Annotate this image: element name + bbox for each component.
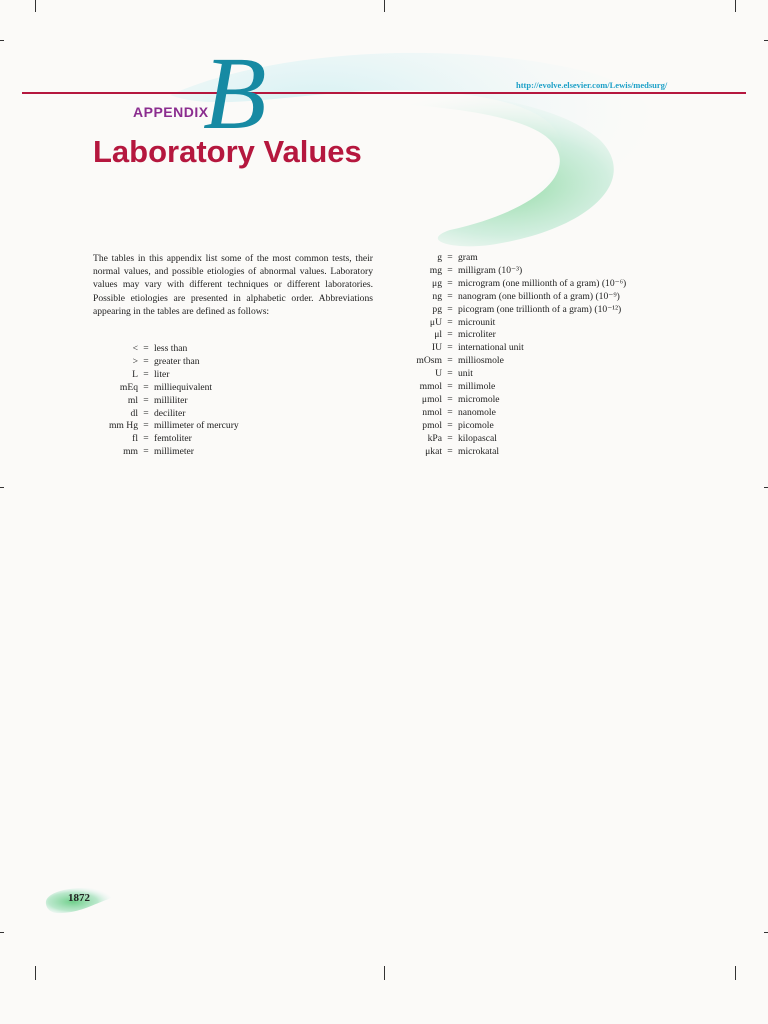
equals-sign: = xyxy=(447,419,453,431)
equals-sign: = xyxy=(447,393,453,405)
equals-sign: = xyxy=(447,264,453,276)
abbreviation-row xyxy=(380,304,626,317)
abbreviation-meaning: greater than xyxy=(154,355,200,367)
crop-mark xyxy=(35,966,36,980)
abbreviation-row xyxy=(90,433,239,446)
abbreviation-meaning: unit xyxy=(458,368,473,380)
crop-mark xyxy=(35,0,36,12)
abbreviation-row xyxy=(380,252,626,265)
equals-sign: = xyxy=(143,381,149,393)
abbreviation-row xyxy=(380,317,626,330)
abbreviation-symbol: μkat xyxy=(425,445,442,457)
equals-sign: = xyxy=(447,406,453,418)
crop-mark xyxy=(735,966,736,980)
abbreviation-meaning: micromole xyxy=(458,393,500,405)
abbreviation-row xyxy=(380,420,626,433)
abbreviation-meaning: picomole xyxy=(458,419,494,431)
abbreviation-symbol: fl xyxy=(132,433,138,445)
abbreviation-symbol: L xyxy=(132,368,138,380)
abbreviation-symbol: < xyxy=(132,343,138,354)
abbreviation-meaning: femtoliter xyxy=(154,433,192,445)
equals-sign: = xyxy=(447,432,453,444)
crop-mark xyxy=(764,932,768,933)
crop-mark xyxy=(0,40,4,41)
abbreviation-row xyxy=(90,356,239,369)
abbreviation-symbol: mm Hg xyxy=(108,420,138,432)
abbreviation-row xyxy=(90,446,239,459)
abbreviation-meaning: liter xyxy=(154,368,170,380)
equals-sign: = xyxy=(447,290,453,302)
equals-sign: = xyxy=(143,433,149,445)
abbreviation-row xyxy=(380,278,626,291)
crop-mark xyxy=(384,0,385,12)
abbreviation-symbol: μl xyxy=(434,329,442,341)
abbreviation-row xyxy=(90,343,239,356)
abbreviation-list-left xyxy=(90,343,239,459)
abbreviation-meaning: deciliter xyxy=(154,407,186,419)
crop-mark xyxy=(735,0,736,12)
header-rule xyxy=(22,92,746,94)
crop-mark xyxy=(0,932,4,933)
abbreviation-meaning: milliosmole xyxy=(458,355,504,367)
crop-mark xyxy=(764,40,768,41)
abbreviation-row xyxy=(90,420,239,433)
page-title: Laboratory Values xyxy=(93,134,362,169)
abbreviation-meaning: microgram (one millionth of a gram) (10⁻⁶) xyxy=(458,277,627,289)
crop-mark xyxy=(384,966,385,980)
abbreviation-meaning: millimole xyxy=(458,381,496,393)
appendix-letter: B xyxy=(203,36,267,151)
equals-sign: = xyxy=(143,355,149,367)
abbreviation-meaning: microunit xyxy=(458,316,496,328)
abbreviation-row xyxy=(90,382,239,395)
abbreviation-row xyxy=(90,369,239,382)
abbreviation-meaning: microliter xyxy=(458,329,496,341)
abbreviation-symbol: μU xyxy=(429,316,442,328)
abbreviation-symbol: mEq xyxy=(119,381,138,393)
abbreviation-meaning: picogram (one trillionth of a gram) (10⁻¹²) xyxy=(458,303,622,315)
abbreviation-symbol: mg xyxy=(429,264,442,276)
abbreviation-meaning: less than xyxy=(154,343,188,354)
equals-sign: = xyxy=(143,343,149,354)
abbreviation-symbol: mmol xyxy=(419,381,442,393)
abbreviation-meaning: nanomole xyxy=(458,406,496,418)
abbreviation-symbol: mOsm xyxy=(416,355,442,367)
equals-sign: = xyxy=(447,252,453,263)
equals-sign: = xyxy=(143,394,149,406)
crop-mark xyxy=(0,487,4,488)
equals-sign: = xyxy=(447,277,453,289)
abbreviation-meaning: milliequivalent xyxy=(154,381,213,393)
abbreviation-meaning: milligram (10⁻³) xyxy=(458,264,523,276)
equals-sign: = xyxy=(143,407,149,419)
equals-sign: = xyxy=(447,342,453,354)
abbreviation-symbol: nmol xyxy=(422,406,442,418)
abbreviation-symbol: ml xyxy=(127,394,138,406)
equals-sign: = xyxy=(447,316,453,328)
intro-paragraph: The tables in this appendix list some of the most common tests, their normal values, and possible etiologies of abnormal values. Laboratory values may vary with different techniques or different laboratories. Possible etiologies are presented in alphabetic order. Abbreviations appearing in the tables are defined as follows: xyxy=(93,253,373,317)
abbreviation-symbol: U xyxy=(435,368,442,380)
abbreviation-symbol: μg xyxy=(432,277,442,289)
abbreviation-meaning: gram xyxy=(458,252,478,263)
abbreviation-symbol: IU xyxy=(431,342,442,354)
abbreviation-row xyxy=(380,342,626,355)
abbreviation-row xyxy=(380,329,626,342)
abbreviation-symbol: pg xyxy=(432,303,442,315)
header-url[interactable]: http://evolve.elsevier.com/Lewis/medsurg/ xyxy=(516,80,668,90)
abbreviation-meaning: microkatal xyxy=(458,445,500,457)
abbreviation-row xyxy=(380,381,626,394)
abbreviation-meaning: international unit xyxy=(458,342,524,354)
abbreviation-row xyxy=(380,446,626,459)
abbreviation-symbol: μmol xyxy=(421,393,442,405)
abbreviation-meaning: millimeter xyxy=(154,446,194,458)
abbreviation-row xyxy=(380,433,626,446)
equals-sign: = xyxy=(447,368,453,380)
abbreviation-symbol: kPa xyxy=(427,432,442,444)
equals-sign: = xyxy=(143,420,149,432)
equals-sign: = xyxy=(447,329,453,341)
abbreviation-symbol: dl xyxy=(130,407,138,419)
equals-sign: = xyxy=(447,303,453,315)
abbreviation-row xyxy=(380,394,626,407)
abbreviation-symbol: ng xyxy=(432,290,442,302)
abbreviation-symbol: pmol xyxy=(422,419,442,431)
equals-sign: = xyxy=(143,446,149,458)
abbreviation-symbol: > xyxy=(132,355,138,367)
abbreviation-row xyxy=(380,368,626,381)
appendix-label: APPENDIX xyxy=(133,104,209,120)
abbreviation-meaning: milliliter xyxy=(154,394,188,406)
crop-mark xyxy=(764,487,768,488)
abbreviation-row xyxy=(380,355,626,368)
abbreviation-symbol: mm xyxy=(123,446,138,458)
equals-sign: = xyxy=(143,368,149,380)
abbreviation-meaning: nanogram (one billionth of a gram) (10⁻⁹) xyxy=(458,290,620,302)
abbreviation-row xyxy=(90,408,239,421)
abbreviation-row xyxy=(380,407,626,420)
abbreviation-row xyxy=(380,291,626,304)
page-number: 1872 xyxy=(68,892,90,904)
abbreviation-row xyxy=(380,265,626,278)
abbreviation-meaning: kilopascal xyxy=(458,432,497,444)
abbreviation-meaning: millimeter of mercury xyxy=(154,420,239,432)
abbreviation-list-right xyxy=(380,252,626,459)
equals-sign: = xyxy=(447,381,453,393)
abbreviation-symbol: g xyxy=(437,252,442,263)
abbreviation-row xyxy=(90,395,239,408)
equals-sign: = xyxy=(447,445,453,457)
equals-sign: = xyxy=(447,355,453,367)
